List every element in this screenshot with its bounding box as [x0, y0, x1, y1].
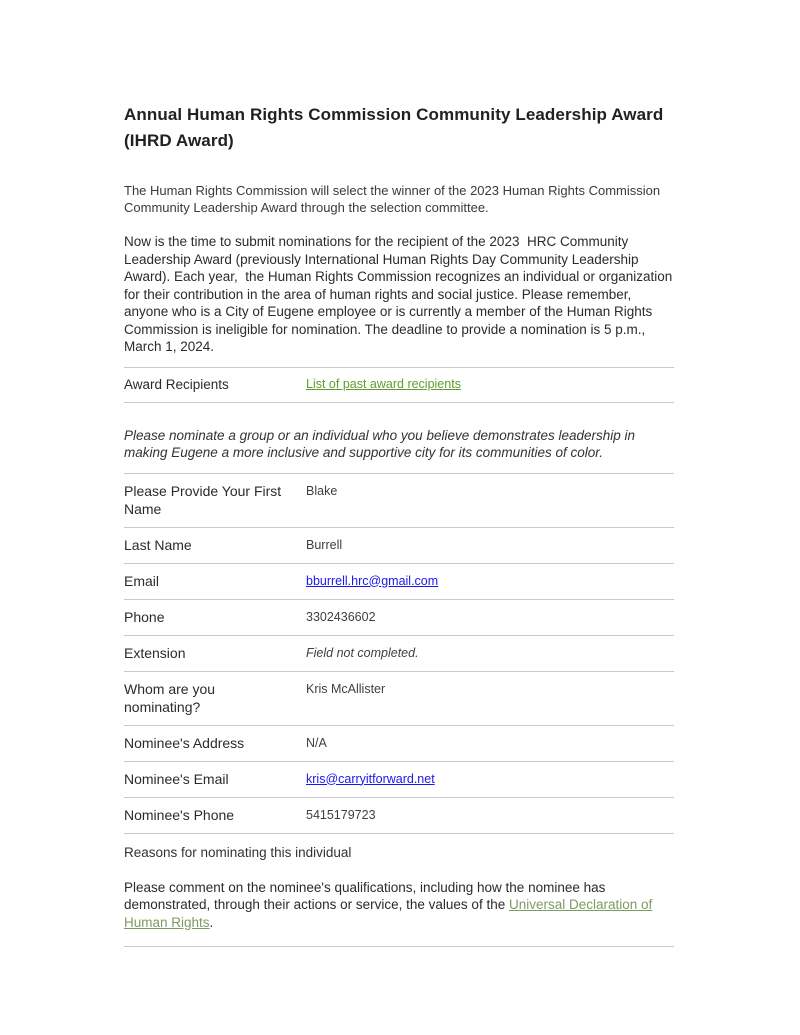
field-label: Whom are you nominating? — [124, 680, 216, 715]
comment-text-after: . — [209, 914, 214, 930]
form-table — [124, 473, 674, 834]
award-recipients-row — [124, 367, 674, 403]
bottom-divider — [124, 946, 674, 947]
comment-text-before: Please comment on the nominee's qualifications, including how the nominee has demonstrated, through their actions or service, the values of the — [124, 879, 606, 912]
field-value-link[interactable]: bburrell.hrc@gmail.com — [306, 573, 439, 588]
reasons-heading: Reasons for nominating this individual — [124, 844, 352, 860]
table-row — [124, 797, 674, 834]
past-award-recipients-link[interactable]: List of past award recipients — [306, 376, 461, 391]
table-row — [124, 635, 674, 671]
table-row — [124, 563, 674, 599]
field-label: Nominee's Address — [124, 734, 245, 751]
table-row — [124, 473, 674, 527]
field-value: 3302436602 — [306, 609, 376, 624]
nomination-instruction: Please nominate a group or an individual who you believe demonstrates leadership in making Eugene a more inclusive and supportive city for its communities of color. — [124, 427, 636, 460]
form-submission-document — [124, 0, 677, 947]
field-label: Phone — [124, 608, 165, 625]
award-recipients-label: Award Recipients — [124, 376, 229, 392]
comment-paragraph — [124, 879, 674, 932]
table-row — [124, 671, 674, 725]
table-row — [124, 725, 674, 761]
field-value: Field not completed. — [306, 645, 419, 660]
field-value: Blake — [306, 483, 338, 498]
intro-paragraph: The Human Rights Commission will select the winner of the 2023 Human Rights Commission Community Leadership Award through the selection committee. — [124, 183, 661, 215]
field-value: N/A — [306, 735, 327, 750]
field-label: Extension — [124, 644, 186, 661]
description-paragraph: Now is the time to submit nominations for the recipient of the 2023 HRC Community Leadership Award (previously International Human Rights Day Community Leadership Award). Each year, the Human Rights Commission recognizes an individual or organization for their contribution in the area of human rights and social justice. Please remember, anyone who is a City of Eugene employee or is currently a member of the Human Rights Commission is ineligible for nomination. The deadline to provide a nomination is 5 p.m., March 1, 2024. — [124, 234, 677, 354]
field-value: Kris McAllister — [306, 681, 386, 696]
table-row — [124, 527, 674, 563]
table-row — [124, 761, 674, 797]
table-row — [124, 599, 674, 635]
page-title: Annual Human Rights Commission Community Leadership Award (IHRD Award) — [124, 105, 664, 150]
field-label: Last Name — [124, 536, 192, 553]
field-value: 5415179723 — [306, 807, 376, 822]
field-value-link[interactable]: kris@carryitforward.net — [306, 771, 435, 786]
universal-declaration-link[interactable]: Universal Declaration of Human Rights — [124, 897, 653, 930]
field-label: Email — [124, 572, 160, 589]
field-label: Nominee's Phone — [124, 806, 235, 823]
field-label: Please Provide Your First Name — [124, 482, 282, 517]
field-label: Nominee's Email — [124, 770, 229, 787]
field-value: Burrell — [306, 537, 343, 552]
